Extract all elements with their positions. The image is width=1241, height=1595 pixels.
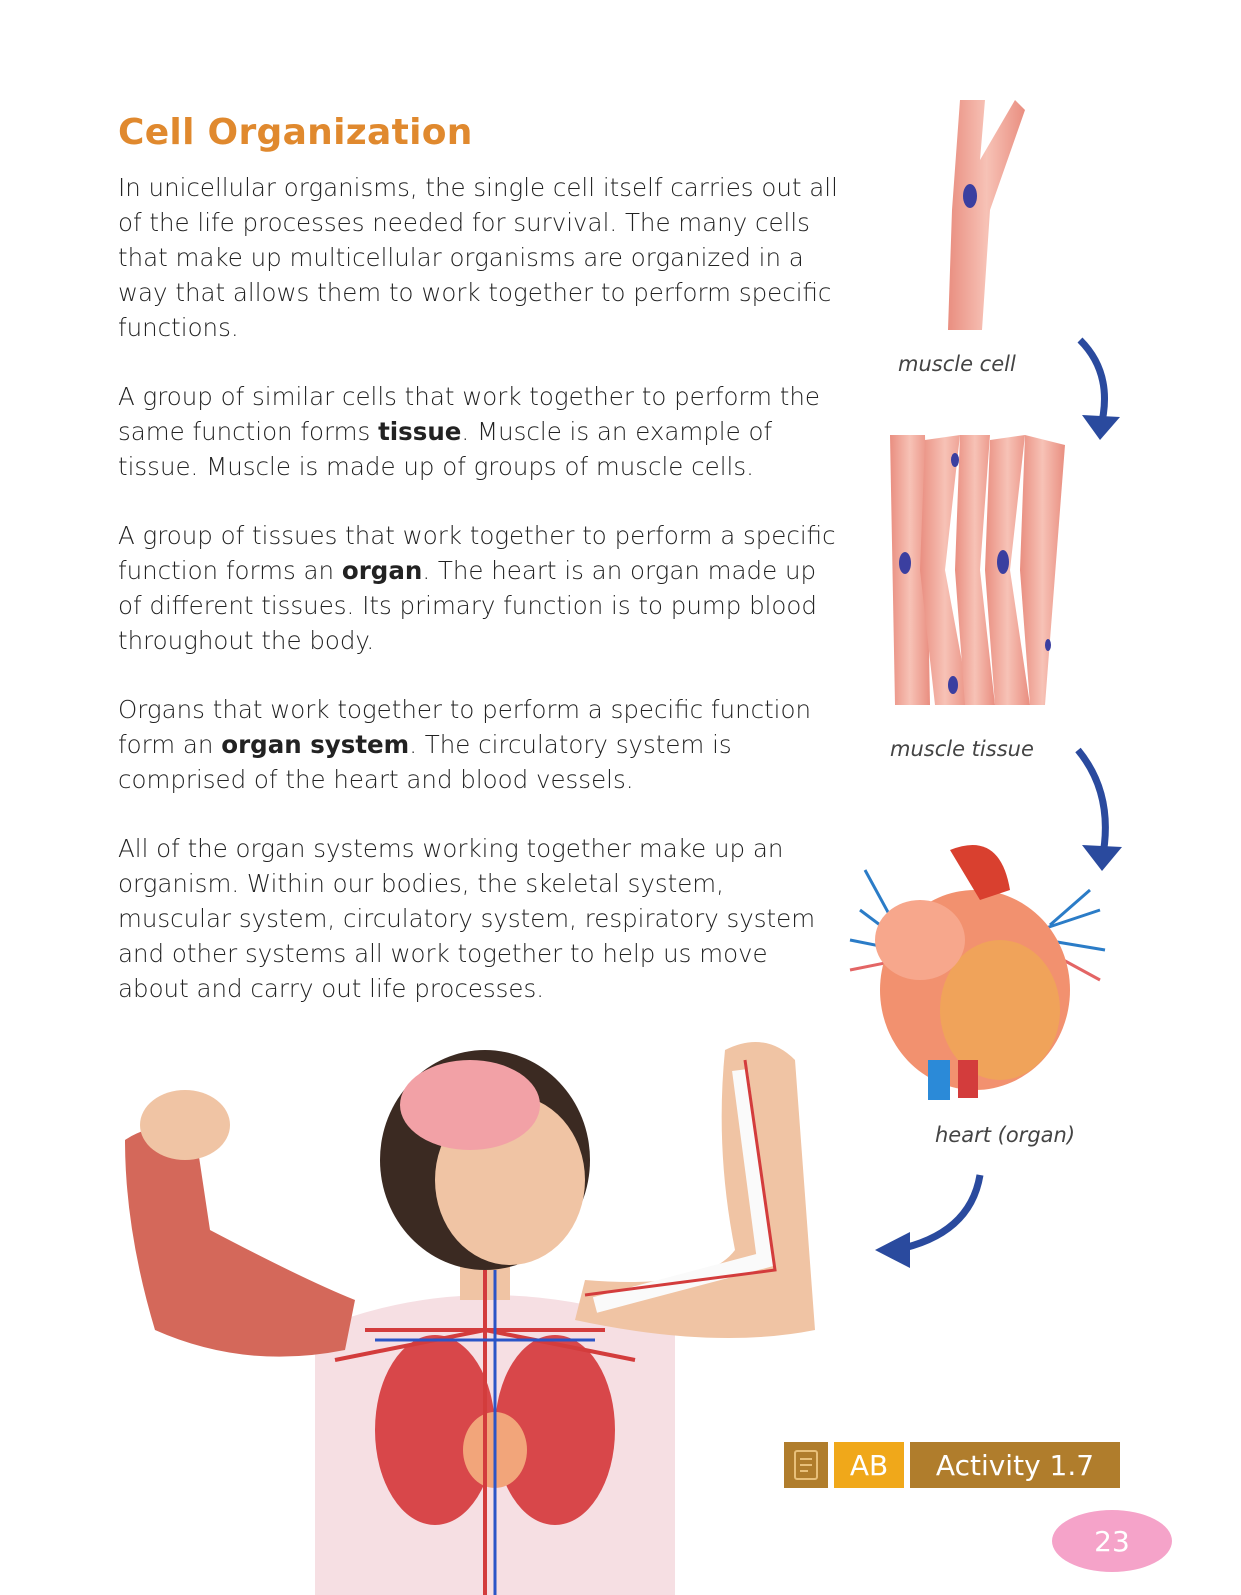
organism-girl-image	[115, 1030, 855, 1595]
caption-muscle-tissue: muscle tissue	[890, 737, 1034, 761]
muscle-tissue-image	[885, 430, 1075, 710]
arrow-icon	[1070, 335, 1130, 445]
body-text	[118, 170, 838, 1040]
paragraph-intro: In unicellular organisms, the single cell itself carries out all of the life processes needed for survival. The many cells that make up multicellular organisms are organized in a way that allows them to work together to perform specific functions.	[118, 173, 838, 342]
muscle-cell-image	[930, 100, 1040, 340]
term-tissue: tissue	[378, 417, 462, 446]
caption-heart: heart (organ)	[935, 1123, 1076, 1147]
notebook-icon	[784, 1442, 828, 1488]
activity-bar[interactable]	[784, 1442, 1120, 1488]
page-number: 23	[1052, 1510, 1172, 1572]
term-organ: organ	[341, 556, 423, 585]
paragraph-tissue: A group of similar cells that work together to perform the same function forms tissue. Muscle is an example of tissue. Muscle is made up of groups of muscle cells.	[118, 382, 820, 481]
paragraph-organism: All of the organ systems working together make up an organism. Within our bodies, the skeletal system, muscular system, circulatory system, respiratory system and other systems all work together to help us move about and carry out life processes.	[118, 834, 816, 1003]
page-title: Cell Organization	[118, 112, 473, 153]
activity-label[interactable]: Activity 1.7	[910, 1442, 1120, 1488]
arrow-icon	[870, 1170, 990, 1270]
term-organ-system: organ system	[221, 730, 410, 759]
paragraph-organ: A group of tissues that work together to perform a specific function forms an organ. The heart is an organ made up of different tissues. Its primary function is to pump blood throughout the body.	[118, 521, 836, 655]
activity-code: AB	[834, 1442, 904, 1488]
paragraph-organ-system: Organs that work together to perform a specific function form an organ system. The circulatory system is comprised of the heart and blood vessels.	[118, 695, 812, 794]
heart-image	[840, 830, 1110, 1100]
caption-muscle-cell: muscle cell	[898, 352, 1016, 376]
